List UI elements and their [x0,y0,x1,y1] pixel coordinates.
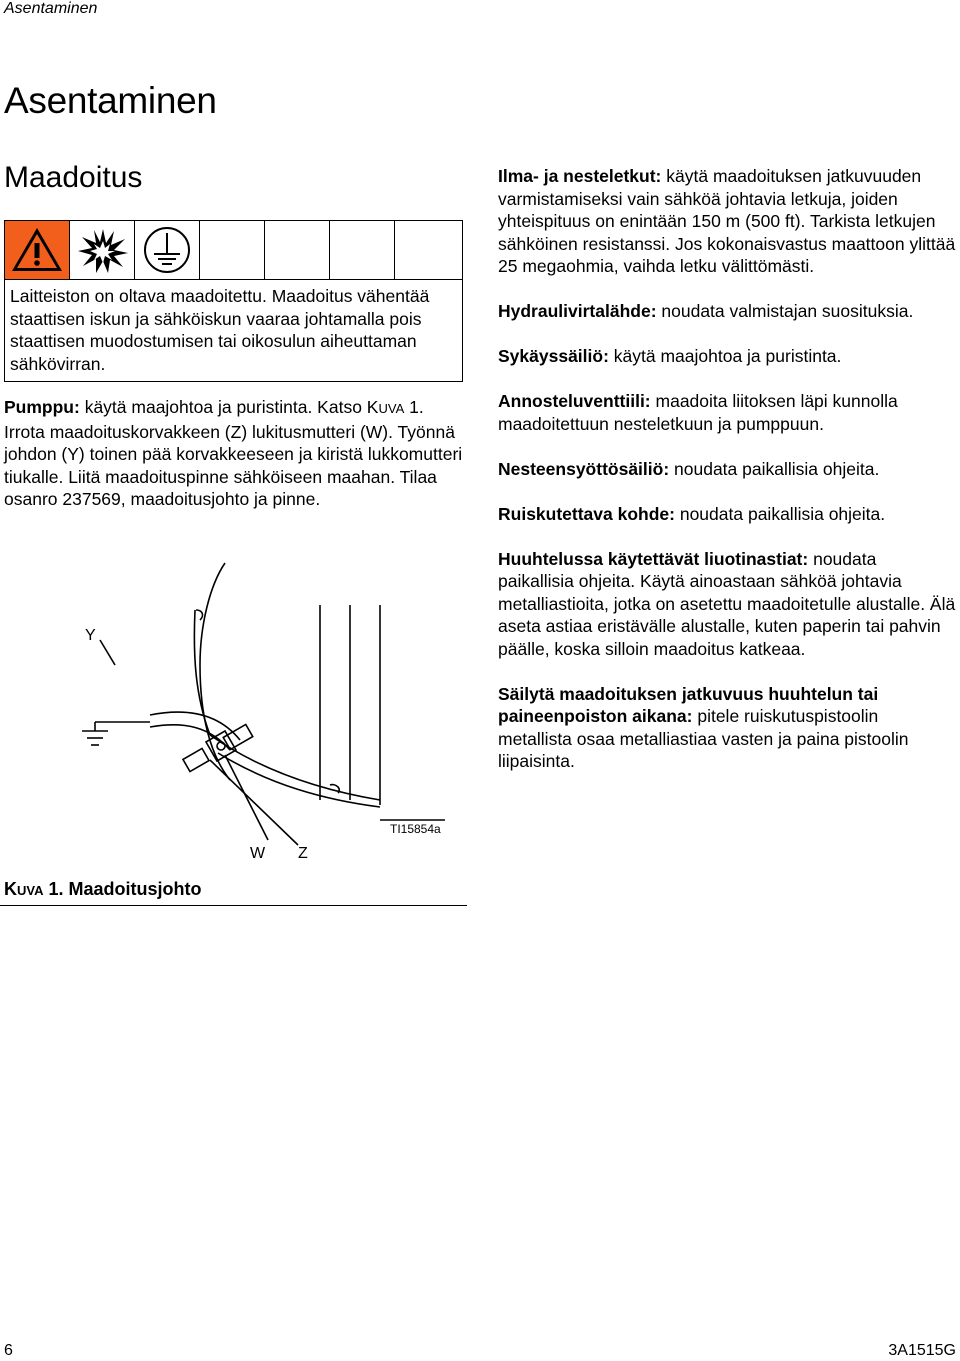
para-label: Ruiskutettava kohde: [498,503,675,524]
empty-symbol-cell [200,221,265,279]
ground-symbol-icon [135,221,200,279]
para-text: noudata paikallisia ohjeita. Käytä ainoastaan sähköä johtavia metalliastioita, jotka on asetettu maadoitetulle alustalle. Älä aseta astiaa eristävälle alustalle, kuten paperin tai pahvin päälle, koska silloin maadoitus katkeaa. [498,548,956,659]
para-text: noudata paikallisia ohjeita. [669,458,880,479]
right-column [498,165,956,795]
empty-symbol-cell [395,221,462,279]
document-number: 3A1515G [888,1342,956,1359]
running-head: Asentaminen [4,0,98,17]
para-text: noudata valmistajan suosituksia. [656,301,914,321]
kuva-ref-k: K [366,397,379,417]
para-dispense-valve [498,390,956,435]
para-label: Sykäyssäiliö: [498,346,609,366]
empty-symbol-cell [330,221,395,279]
figure-caption [4,879,202,900]
grounding-illustration [60,555,470,870]
pump-text-2: 1. Irrota maadoituskorvakkeen (Z) lukitusmutteri (W). Työnnä johdon (Y) toinen pää korvakkeeseen ja kiristä lukkomutteri tiukalle. Liitä maadoituspinne sähköiseen maahan. Tilaa osanro 237569, maadoitusjohto ja pinne. [4,397,463,509]
warning-box [4,220,463,382]
label-z: Z [298,845,308,862]
section-title: Maadoitus [4,161,143,194]
para-maintain-continuity [498,683,956,773]
para-fluid-supply [498,458,956,481]
figure-caption-rule [0,905,467,906]
empty-symbol-cell [265,221,330,279]
para-hydraulic-power [498,300,956,323]
para-surge-tank [498,345,956,368]
para-label: Annosteluventtiili: [498,391,651,411]
label-y: Y [85,627,96,644]
pump-label: Pumppu: [4,397,80,417]
para-label: Nesteensyöttösäiliö: [498,458,670,479]
caption-k: K [4,879,17,899]
caption-kuva-rest: UVA [17,883,44,898]
para-text: pitele ruiskutuspistoolin metallista osaa metalliastiaa vasten ja paina pistoolin liipaisinta. [498,706,909,771]
warning-triangle-icon [5,221,70,279]
para-solvent-pails [498,548,956,661]
para-label: Hydraulivirtalähde: [498,301,657,321]
para-text: noudata paikallisia ohjeita. [674,503,886,524]
para-air-fluid-hoses [498,165,956,278]
explosion-icon [70,221,135,279]
warning-text: Laitteiston on oltava maadoitettu. Maadoitus vähentää staattisen iskun ja sähköiskun vaaraa johtamalla pois staattisen muodostumisen tai oikosulun aiheuttaman sähkövirran. [10,286,430,374]
grounding-wire-figure [60,555,470,870]
warning-symbol-row [5,221,462,280]
para-text: käytä maadoituksen jatkuvuuden varmistamiseksi vain sähköä johtavia letkuja, joiden yhteispituus on enintään 150 m (500 ft). Tarkista letkujen sähköinen resistanssi. Jos kokonaisvastus maattoon ylittää 25 megaohmia, vaihda letku välittömästi. [498,166,956,276]
label-w: W [250,845,266,862]
pump-paragraph [4,396,466,511]
page-number: 6 [4,1342,13,1359]
kuva-ref-rest: UVA [378,401,405,416]
figure-reference: TI15854a [390,822,441,836]
para-object-sprayed [498,503,956,526]
para-text: maadoita liitoksen läpi kunnolla maadoitettuun nesteletkuun ja pumppuun. [498,391,898,434]
para-label: Huuhtelussa käytettävät liuotinastiat: [498,548,809,569]
para-label: Säilytä maadoituksen jatkuvuus huuhtelun tai paineenpoiston aikana: [498,683,879,726]
page-title: Asentaminen [4,80,217,121]
para-text: käytä maajohtoa ja puristinta. [608,346,842,366]
pump-text-1: käytä maajohtoa ja puristinta. Katso [79,397,367,417]
para-label: Ilma- ja nesteletkut: [498,166,662,186]
caption-text: 1. Maadoitusjohto [43,879,202,899]
